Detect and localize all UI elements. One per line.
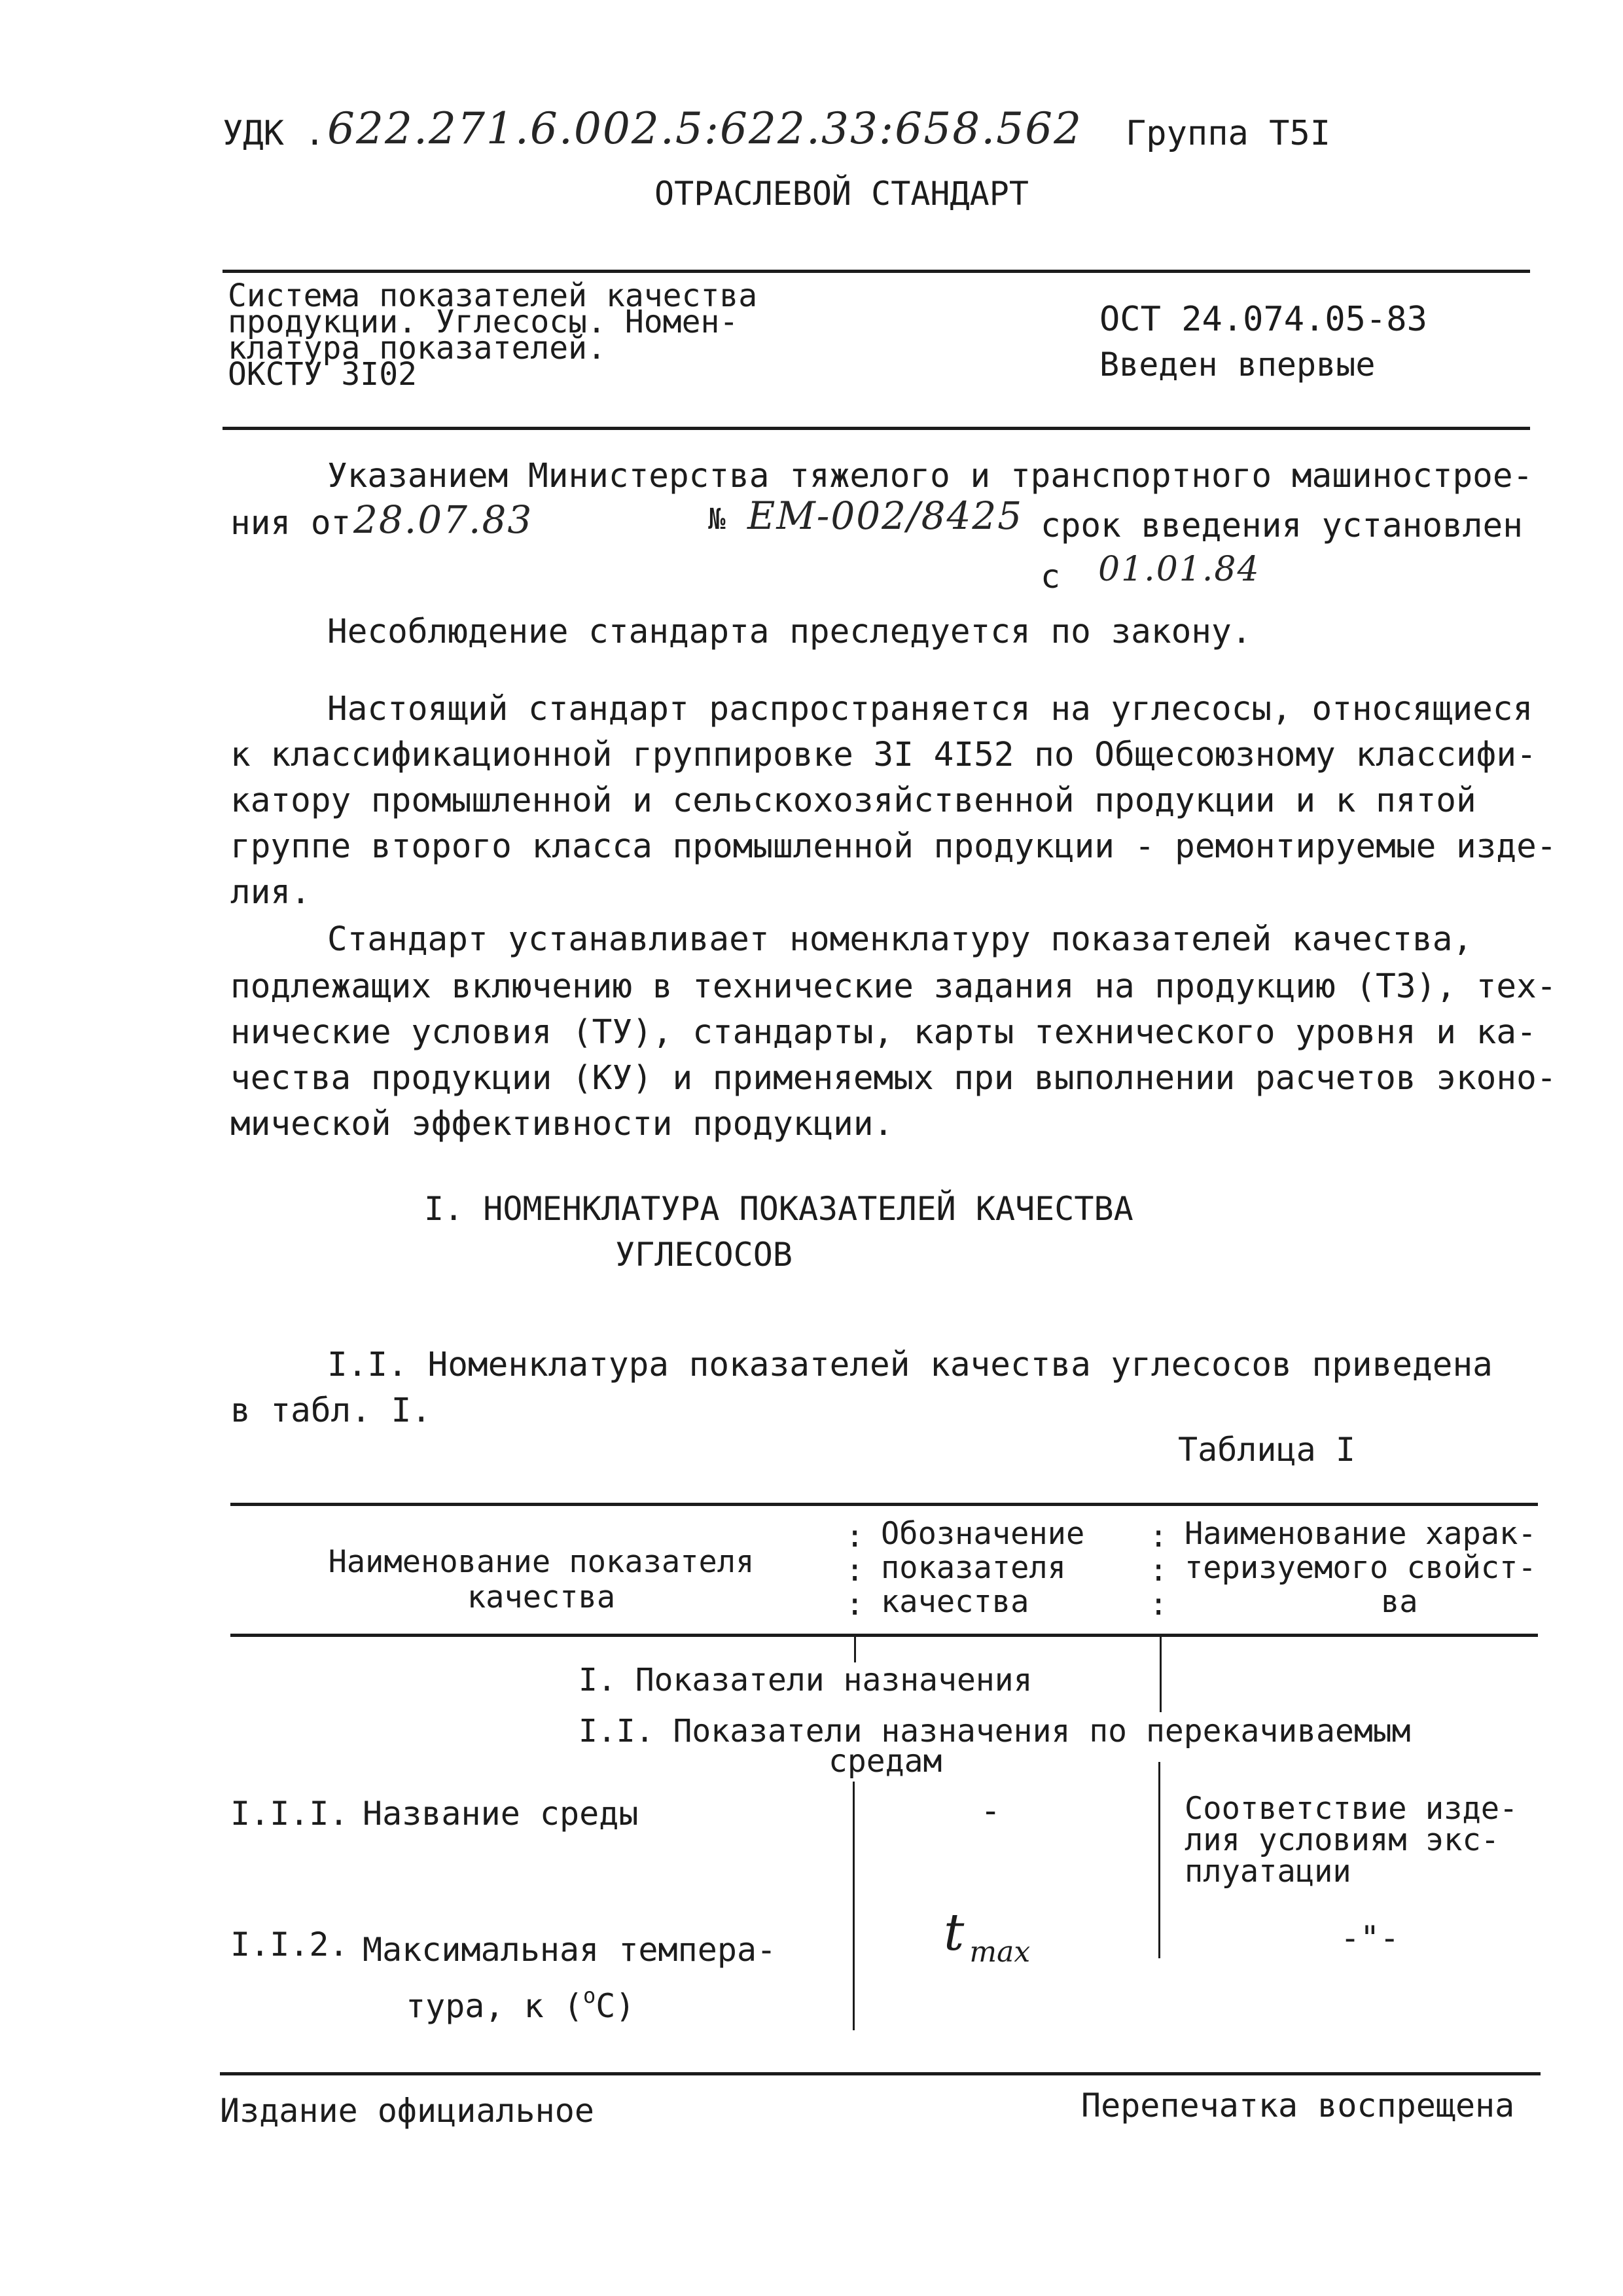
- clause-text: I.I. Номенклатура показателей качества углесосов приведена: [327, 1346, 1493, 1384]
- title-line: продукции. Углесосы. Номен-: [228, 304, 739, 340]
- table-row-1-symbol: -: [980, 1791, 1001, 1831]
- table-subgroup-title-continued: средам: [829, 1743, 942, 1780]
- header-line: Наименование показателя: [328, 1544, 755, 1580]
- title-line: клатура показателей.: [228, 330, 606, 367]
- property-line: Соответствие изде-: [1185, 1791, 1518, 1827]
- standard-type-heading: ОТРАСЛЕВОЙ СТАНДАРТ: [654, 175, 1029, 213]
- title-line: Система показателей качества: [228, 278, 758, 314]
- symbol-subscript: max: [969, 1935, 1031, 1969]
- table-row-2-symbol: [944, 1903, 1030, 1982]
- purpose-line: нические условия (ТУ), стандарты, карты технического уровня и ка-: [230, 1013, 1537, 1052]
- standard-status: Введен впервые: [1099, 346, 1376, 384]
- property-line: лия условиям экс-: [1185, 1822, 1500, 1858]
- legal-notice: Несоблюдение стандарта преследуется по закону.: [327, 613, 1252, 651]
- header-line: Обозначение: [881, 1516, 1085, 1552]
- table-header-separator: : : :: [846, 1518, 865, 1623]
- decree-effective-from: [1041, 551, 1368, 597]
- column-divider: [853, 1782, 855, 2030]
- group-code: Группа Т5I: [1126, 114, 1331, 153]
- decree-date-handwritten: 28.07.83: [353, 497, 533, 542]
- title-line: ОКСТУ 3I02: [228, 356, 417, 393]
- table-header-rule: [230, 1634, 1538, 1637]
- name-line: Максимальная темпера-: [363, 1931, 777, 1969]
- title-block-title: [228, 278, 758, 393]
- section-title-continued: УГЛЕСОСОВ: [615, 1236, 793, 1274]
- decree-date-prefix: ния от: [230, 504, 351, 543]
- table-row-2-number: I.I.2.: [230, 1926, 349, 1964]
- scope-line: к классификационной группировке 3I 4I52 по Общесоюзному классифи-: [230, 736, 1537, 774]
- purpose-line: Стандарт устанавливает номенклатуру показателей качества,: [327, 920, 1473, 959]
- table-group-title: I. Показатели назначения: [579, 1662, 1033, 1698]
- decree-from-prefix: с: [1041, 558, 1061, 596]
- unit-suffix: C): [596, 1987, 635, 2025]
- footer-edition-note: Издание официальное: [220, 2092, 594, 2130]
- section-title: I. НОМЕНКЛАТУРА ПОКАЗАТЕЛЕЙ КАЧЕСТВА: [424, 1190, 1133, 1228]
- header-line: показателя: [881, 1550, 1066, 1586]
- purpose-line: чества продукции (КУ) и применяемых при выполнении расчетов эконо-: [230, 1059, 1557, 1098]
- table-row-2-name: [363, 1927, 776, 2029]
- table-subgroup-title: I.I. Показатели назначения по перекачиваемым: [579, 1713, 1411, 1749]
- header-line: Наименование харак-: [1185, 1516, 1537, 1552]
- purpose-line: мической эффективности продукции.: [230, 1105, 894, 1143]
- decree-line-2: [230, 493, 1533, 552]
- table-header-symbol: [881, 1517, 1084, 1619]
- column-divider: [854, 1635, 856, 1662]
- name-line: [363, 1973, 776, 2029]
- column-divider: [1160, 1635, 1162, 1712]
- table-row-1-name: Название среды: [363, 1795, 639, 1833]
- udk-handwritten-code: 622.271.6.002.5:622.33:658.562: [327, 103, 1083, 154]
- table-row-1-property: [1185, 1793, 1518, 1888]
- table-header-separator: : : :: [1149, 1518, 1168, 1623]
- footer-reprint-note: Перепечатка воспрещена: [1081, 2087, 1515, 2125]
- decree-from-handwritten: 01.01.84: [1098, 550, 1260, 589]
- header-line: качества: [881, 1584, 1029, 1620]
- table-caption: Таблица I: [1178, 1431, 1355, 1469]
- clause-text-continued: в табл. I.: [230, 1391, 432, 1430]
- purpose-line: подлежащих включению в технические задания на продукцию (ТЗ), тех-: [230, 967, 1557, 1006]
- udk-label: УДК .: [223, 114, 325, 153]
- decree-deadline-text: срок введения установлен: [1041, 507, 1523, 545]
- name-line-text: тура, к (: [406, 1987, 583, 2025]
- header-line: теризуемого свойст-: [1185, 1550, 1537, 1586]
- table-row-2-property: -"-: [1340, 1919, 1400, 1957]
- symbol-letter: t: [944, 1903, 965, 1962]
- column-divider: [1158, 1762, 1160, 1958]
- scope-line: группе второго класса промышленной продукции - ремонтируемые изде-: [230, 827, 1557, 866]
- title-block-bottom-rule: [223, 427, 1530, 430]
- decree-number-handwritten: ЕМ-002/8425: [747, 493, 1024, 538]
- scope-line: Настоящий стандарт распространяется на углесосы, относящиеся: [327, 690, 1533, 728]
- scope-line: лия.: [230, 873, 311, 912]
- table-header-property: [1185, 1517, 1537, 1619]
- degree-sign: o: [582, 1983, 596, 2008]
- standard-code: ОСТ 24.074.05-83: [1099, 300, 1427, 339]
- decree-number-sign: №: [708, 503, 726, 536]
- scope-line: катору промышленной и сельскохозяйственной продукции и к пятой: [230, 781, 1476, 820]
- header-line: ва: [1381, 1584, 1418, 1620]
- table-top-rule: [230, 1503, 1538, 1506]
- table-row-1-number: I.I.I.: [230, 1795, 349, 1833]
- property-line: плуатации: [1185, 1854, 1351, 1890]
- decree-line-1: Указанием Министерства тяжелого и транспортного машинострое-: [327, 457, 1533, 495]
- table-header-name: [230, 1545, 852, 1615]
- title-block-top-rule: [223, 270, 1530, 273]
- footer-rule: [220, 2072, 1541, 2075]
- header-line: качества: [467, 1579, 616, 1615]
